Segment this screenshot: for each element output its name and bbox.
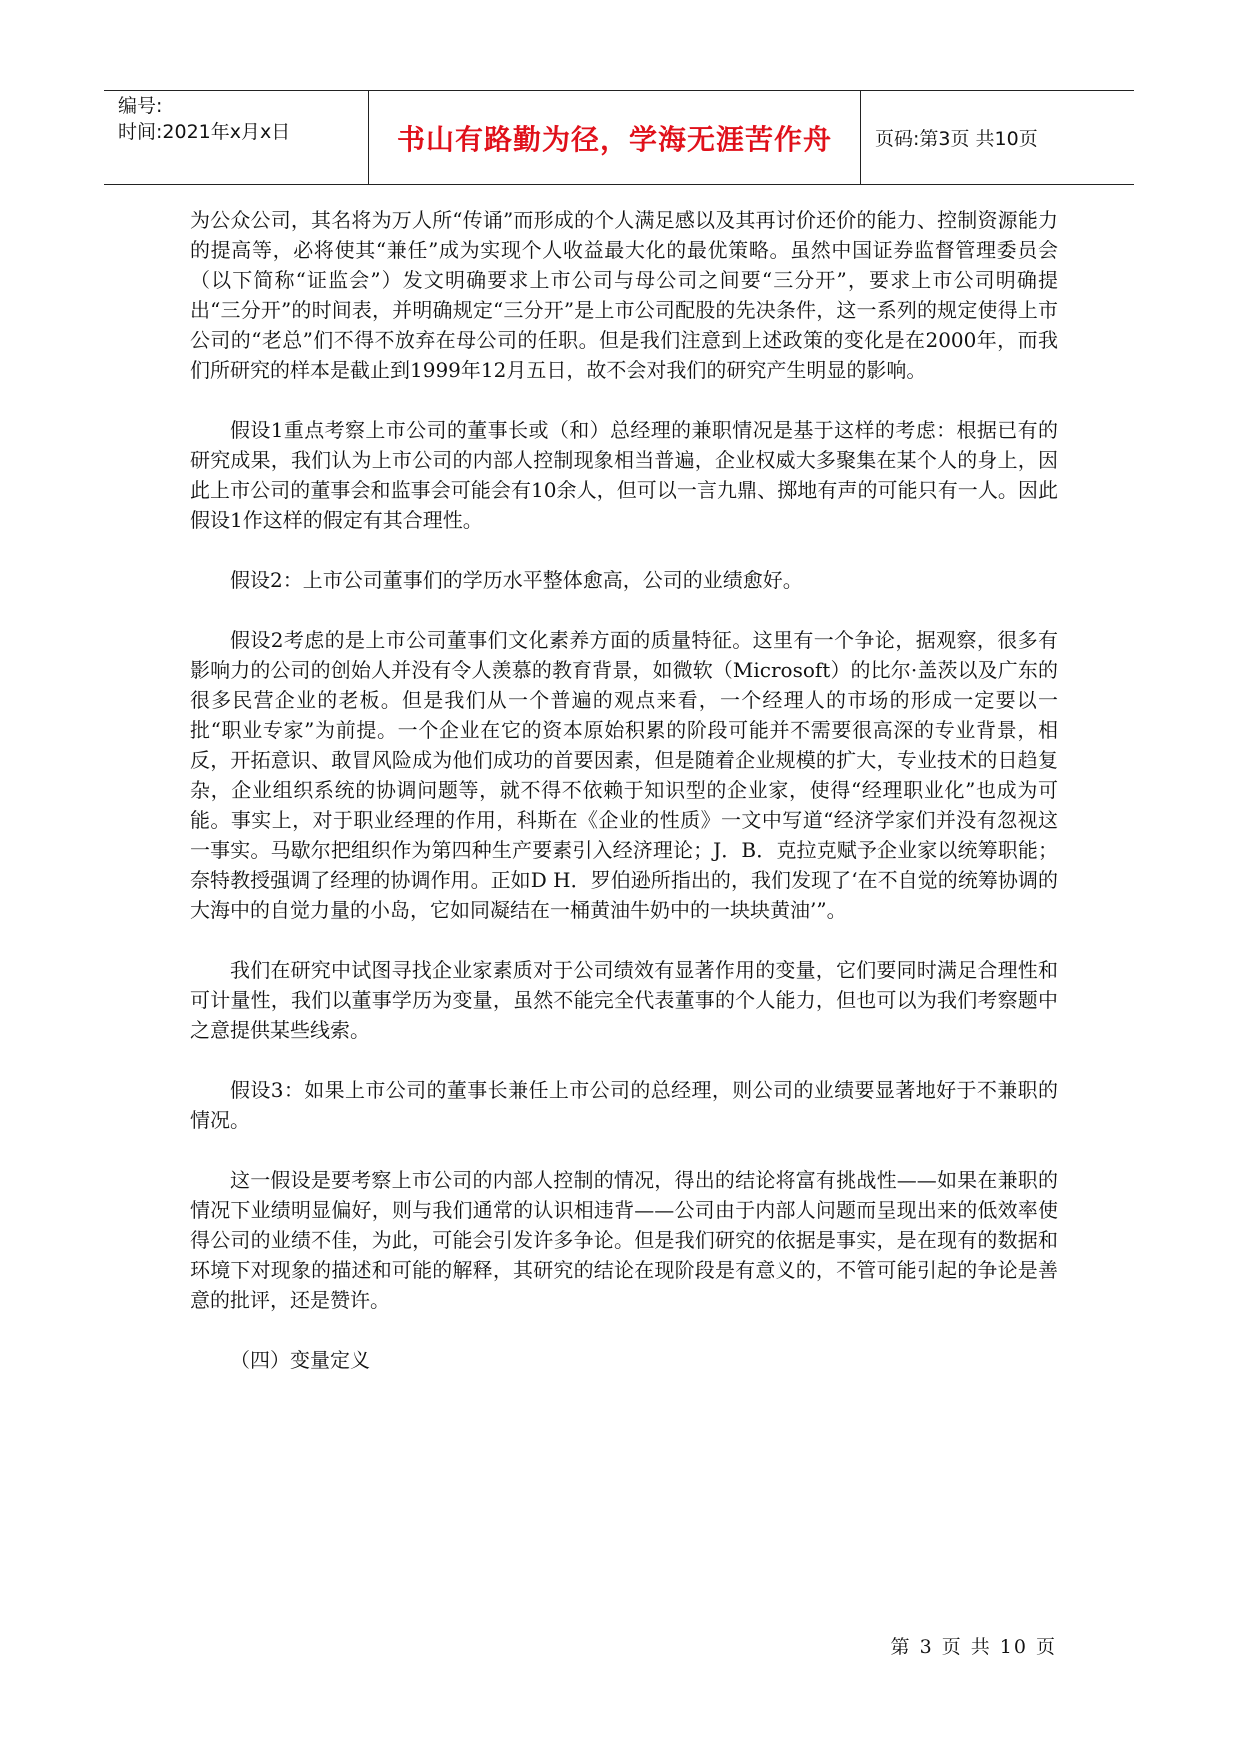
paragraph-hypothesis-2-explanation: 假设2考虑的是上市公司董事们文化素养方面的质量特征。这里有一个争论，据观察，很多有影响力的公司的创始人并没有令人羡慕的教育背景，如微软（Microsoft）的比尔·盖茨以及广东的很多民营企业的老板。但是我们从一个普遍的观点来看，一个经理人的市场的形成一定要以一批“职业专家”为前提。一个企业在它的资本原始积累的阶段可能并不需要很高深的专业背景，相反，开拓意识、敢冒风险成为他们成功的首要因素，但是随着企业规模的扩大，专业技术的日趋复杂，企业组织系统的协调问题等，就不得不依赖于知识型的企业家，使得“经理职业化”也成为可能。事实上，对于职业经理的作用，科斯在《企业的性质》一文中写道“经济学家们并没有忽视这一事实。马歇尔把组织作为第四种生产要素引入经济理论；J．B．克拉克赋予企业家以统筹职能；奈特教授强调了经理的协调作用。正如D H．罗伯逊所指出的，我们发现了‘在不自觉的统筹协调的大海中的自觉力量的小岛，它如同凝结在一桶黄油牛奶中的一块块黄油’”。 — [190, 628, 1058, 922]
header-motto: 书山有路勤为径，学海无涯苦作舟 — [369, 91, 861, 184]
paragraph-variable-search: 我们在研究中试图寻找企业家素质对于公司绩效有显著作用的变量，它们要同时满足合理性和可计量性，我们以董事学历为变量，虽然不能完全代表董事的个人能力，但也可以为我们考察题中之意提供某些线索。 — [190, 958, 1058, 1042]
paragraph-hypothesis-1-explanation: 假设1重点考察上市公司的董事长或（和）总经理的兼职情况是基于这样的考虑：根据已有的研究成果，我们认为上市公司的内部人控制现象相当普遍，企业权威大多聚集在某个人的身上，因此上市公司的董事会和监事会可能会有10余人，但可以一言九鼎、掷地有声的可能只有一人。因此假设1作这样的假定有其合理性。 — [190, 418, 1058, 532]
document-number-label: 编号: — [118, 95, 163, 117]
paragraph-hypothesis-2: 假设2：上市公司董事们的学历水平整体愈高，公司的业绩愈好。 — [230, 568, 803, 592]
header-page-info: 页码:第3页 共10页 — [875, 128, 1038, 150]
page-footer: 第 3 页 共 10 页 — [890, 1636, 1057, 1658]
paragraph-hypothesis-3-explanation: 这一假设是要考察上市公司的内部人控制的情况，得出的结论将富有挑战性——如果在兼职的情况下业绩明显偏好，则与我们通常的认识相违背——公司由于内部人问题而呈现出来的低效率使得公司的业绩不佳，为此，可能会引发许多争论。但是我们研究的依据是事实，是在现有的数据和环境下对现象的描述和可能的解释，其研究的结论在现阶段是有意义的，不管可能引起的争论是善意的批评，还是赞许。 — [190, 1168, 1058, 1312]
paragraph-hypothesis-3: 假设3：如果上市公司的董事长兼任上市公司的总经理，则公司的业绩要显著地好于不兼职的情况。 — [190, 1078, 1058, 1132]
document-header — [104, 90, 1134, 185]
document-date-label: 时间:2021年x月x日 — [118, 121, 291, 143]
paragraph-continued: 为公众公司，其名将为万人所“传诵”而形成的个人满足感以及其再讨价还价的能力、控制资源能力的提高等，必将使其“兼任”成为实现个人收益最大化的最优策略。虽然中国证券监督管理委员会（以下简称“证监会”）发文明确要求上市公司与母公司之间要“三分开”，要求上市公司明确提出“三分开”的时间表，并明确规定“三分开”是上市公司配股的先决条件，这一系列的规定使得上市公司的“老总”们不得不放弃在母公司的任职。但是我们注意到上述政策的变化是在2000年，而我们所研究的样本是截止到1999年12月五日，故不会对我们的研究产生明显的影响。 — [190, 208, 1058, 382]
header-meta-cell — [104, 91, 369, 184]
document-body — [190, 205, 1058, 1375]
section-heading-variable-definition: （四）变量定义 — [230, 1348, 370, 1372]
